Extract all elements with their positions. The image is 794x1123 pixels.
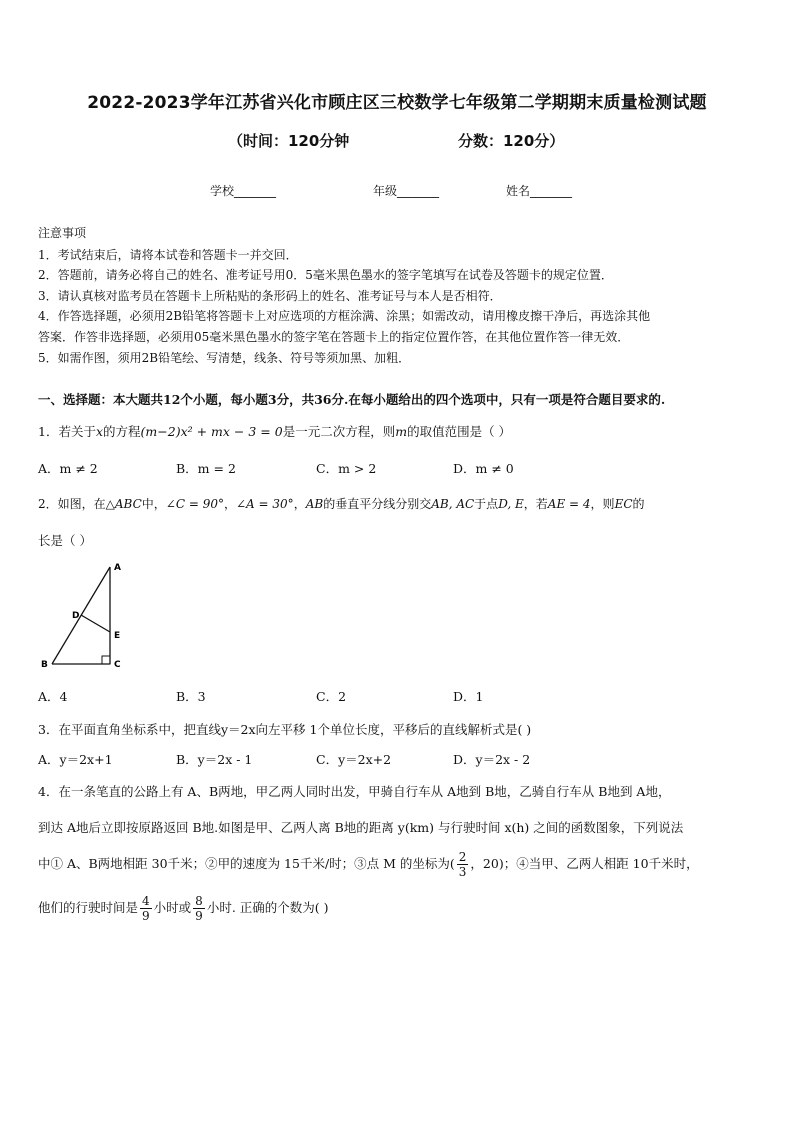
- q4-text: 小时. 正确的个数为( ): [206, 900, 329, 915]
- q4-line-4: [38, 894, 329, 923]
- q2-text: 2．如图，在: [38, 497, 106, 511]
- q2-math: ∠A = 30°: [236, 497, 294, 511]
- denominator: 9: [142, 909, 150, 923]
- q2-text: 的垂直平分线分别交: [323, 497, 432, 511]
- score-label: 分数：120分）: [458, 132, 565, 150]
- q3-option-b: B．y＝2x - 1: [176, 752, 253, 767]
- q2-text: 于点: [474, 497, 499, 511]
- numerator: 4: [142, 894, 150, 908]
- label-a: A: [114, 563, 121, 573]
- question-3: 3．在平面直角坐标系中，把直线y＝2x向左平移 1个单位长度，平移后的直线解析式是( ): [38, 722, 532, 737]
- q1-text: 的取值范围是（ ）: [407, 424, 512, 439]
- q1-text: 是一元二次方程，则: [282, 424, 396, 439]
- q2-math: △ABC: [105, 497, 142, 511]
- q2-option-b: B．3: [176, 689, 206, 704]
- triangle-figure: [38, 560, 138, 672]
- denominator: 9: [195, 909, 203, 923]
- fraction: [193, 894, 205, 923]
- time-label: （时间：120分钟: [228, 132, 350, 150]
- numerator: 8: [195, 894, 203, 908]
- label-e: E: [114, 631, 121, 641]
- q4-line-3: [38, 850, 699, 879]
- label-c: C: [114, 660, 121, 670]
- label-b: B: [41, 660, 48, 670]
- question-2: [38, 495, 645, 512]
- q2-text: ，: [293, 497, 306, 511]
- q1-var-m: m: [395, 424, 408, 439]
- note-item: 5．如需作图，须用2B铅笔绘、写清楚，线条、符号等须加黑、加粗．: [38, 351, 411, 365]
- school-field: 学校_______: [210, 184, 277, 198]
- q2-math: AE = 4: [547, 497, 591, 511]
- q1-text: 的方程: [103, 424, 141, 439]
- note-item: 3．请认真核对监考员在答题卡上所粘贴的条形码上的姓名、准考证号与本人是否相符．: [38, 289, 502, 303]
- q1-text: 1．若关于: [38, 424, 96, 439]
- q2-text: 的: [632, 497, 645, 511]
- numerator: 2: [458, 850, 467, 864]
- q1-option-a: A．m ≠ 2: [38, 461, 98, 476]
- name-field: 姓名_______: [506, 184, 573, 198]
- fraction: [457, 850, 469, 879]
- q3-option-a: A．y＝2x+1: [38, 752, 113, 767]
- q4-line-1: 4．在一条笔直的公路上有 A、B两地，甲乙两人同时出发，甲骑自行车从 A地到 B地，乙骑自行车从 B地到 A地，: [38, 784, 671, 799]
- question-1: [38, 422, 511, 440]
- note-item: 4．作答选择题，必须用2B铅笔将答题卡上对应选项的方框涂满、涂黑；如需改动，请用橡皮擦干净后，再选涂其他: [38, 309, 651, 323]
- q2-line-2: 长是（ ）: [38, 533, 92, 548]
- q1-equation: (m−2)x² + mx − 3 = 0: [140, 424, 283, 439]
- q2-math: AB, AC: [431, 497, 475, 511]
- fraction: [140, 894, 152, 923]
- q2-option-c: C．2: [316, 689, 347, 704]
- q3-option-d: D．y＝2x - 2: [453, 752, 531, 767]
- q2-text: ，若: [523, 497, 548, 511]
- q4-line-2: 到达 A地后立即按原路返回 B地.如图是甲、乙两人离 B地的距离 y(km) 与行驶时间 x(h) 之间的函数图象，下列说法: [38, 820, 684, 835]
- q2-option-d: D．1: [453, 689, 484, 704]
- label-d: D: [72, 611, 80, 621]
- denominator: 3: [458, 865, 467, 879]
- note-item: 答案．作答非选择题，必须用05毫米黑色墨水的签字笔在答题卡上的指定位置作答，在其他位置作答一律无效．: [38, 330, 630, 344]
- q2-text: 中，: [141, 497, 166, 511]
- note-item: 1．考试结束后，请将本试卷和答题卡一并交回．: [38, 248, 298, 262]
- grade-field: 年级_______: [373, 184, 440, 198]
- q1-option-d: D．m ≠ 0: [453, 461, 514, 476]
- q1-var-x: x: [95, 424, 104, 439]
- q1-option-b: B．m = 2: [176, 461, 236, 476]
- q2-text: ，则: [590, 497, 615, 511]
- q2-math: EC: [614, 497, 633, 511]
- q4-text: ，20)；④当甲、乙两人相距 10千米时，: [470, 856, 699, 871]
- section-heading: 一、选择题：本大题共12个小题，每小题3分，共36分.在每小题给出的四个选项中，只有一项是符合题目要求的.: [38, 392, 666, 407]
- q1-option-c: C．m > 2: [316, 461, 377, 476]
- q2-math: D, E: [498, 497, 524, 511]
- q2-math: ∠C = 90°: [165, 497, 224, 511]
- q4-text: 中① A、B两地相距 30千米；②甲的速度为 15千米/时；③点 M 的坐标为(: [38, 856, 455, 871]
- notes-heading: 注意事项: [38, 226, 87, 240]
- page-title: 2022-2023学年江苏省兴化市顾庄区三校数学七年级第二学期期末质量检测试题: [87, 93, 707, 113]
- q2-text: ，: [223, 497, 236, 511]
- note-item: 2．答题前，请务必将自己的姓名、准考证号用0．5毫米黑色墨水的签字笔填写在试卷及答题卡的规定位置．: [38, 268, 613, 282]
- q4-text: 小时或: [153, 900, 192, 915]
- q3-option-c: C．y＝2x+2: [316, 752, 392, 767]
- q2-math: AB: [305, 497, 324, 511]
- q2-option-a: A．4: [38, 689, 68, 704]
- q4-text: 他们的行驶时间是: [38, 900, 139, 915]
